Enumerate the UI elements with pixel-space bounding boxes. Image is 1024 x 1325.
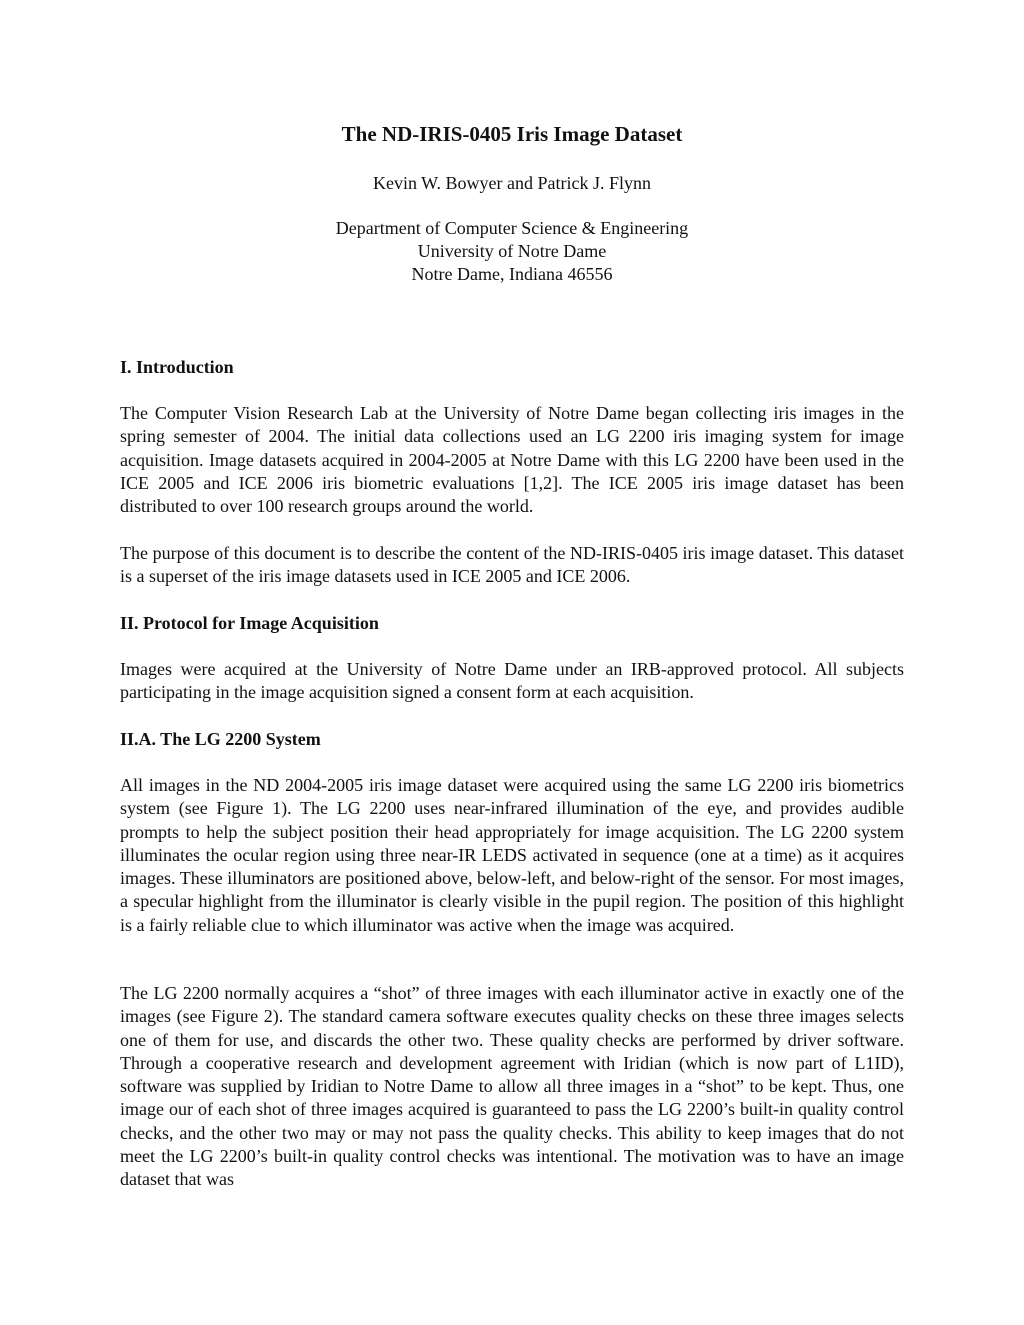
lg2200-paragraph-2: The LG 2200 normally acquires a “shot” of three images with each illuminator active in exactly one of the images (see Figure 2). The standard camera software executes quality checks on these three images selects one of them for use, and discards the other two. These quality checks are performed by driver software. Through a cooperative research and development agreement with Iridian (which is now part of L1ID), software was supplied by Iridian to Notre Dame to allow all three images in a “shot” to be kept. Thus, one image our of each shot of three images acquired is guaranteed to pass the LG 2200’s built-in quality control checks, and the other two may or may not pass the quality checks. This ability to keep images that do not meet the LG 2200’s built-in quality control checks was intentional. The motivation was to have an image dataset that was: [120, 983, 904, 1190]
author-line: Kevin W. Bowyer and Patrick J. Flynn: [373, 173, 651, 193]
introduction-paragraph-2: The purpose of this document is to describe the content of the ND-IRIS-0405 iris image dataset. This dataset is a superset of the iris image datasets used in ICE 2005 and ICE 2006.: [120, 543, 904, 587]
section-heading-introduction: I. Introduction: [120, 357, 234, 377]
lg2200-paragraph-1: All images in the ND 2004-2005 iris image dataset were acquired using the same LG 2200 iris biometrics system (see Figure 1). The LG 2200 uses near-infrared illumination of the eye, and provides audible prompts to help the subject position their head appropriately for image acquisition. The LG 2200 system illuminates the ocular region using three near-IR LEDS activated in sequence (one at a time) as it acquires images. These illuminators are positioned above, below-left, and below-right of the sensor. For most images, a specular highlight from the illuminator is clearly visible in the pupil region. The position of this highlight is a fairly reliable clue to which illuminator was active when the image was acquired.: [120, 775, 904, 935]
introduction-paragraph-1: The Computer Vision Research Lab at the University of Notre Dame began collecting iris images in the spring semester of 2004. The initial data collections used an LG 2200 iris imaging system for image acquisition. Image datasets acquired in 2004-2005 at Notre Dame with this LG 2200 have been used in the ICE 2005 and ICE 2006 iris biometric evaluations [1,2]. The ICE 2005 iris image dataset has been distributed to over 100 research groups around the world.: [120, 403, 904, 517]
affiliation-university: University of Notre Dame: [417, 241, 607, 261]
affiliation-block: [0, 217, 1024, 286]
section-heading-protocol: II. Protocol for Image Acquisition: [120, 613, 379, 633]
paper-title: The ND-IRIS-0405 Iris Image Dataset: [341, 122, 683, 146]
protocol-paragraph-1: Images were acquired at the University of Notre Dame under an IRB-approved protocol. All subjects participating in the image acquisition signed a consent form at each acquisition.: [120, 659, 904, 703]
section-heading-lg2200: II.A. The LG 2200 System: [120, 729, 321, 749]
affiliation-department: Department of Computer Science & Engineering: [335, 218, 689, 238]
affiliation-address: Notre Dame, Indiana 46556: [411, 264, 613, 284]
